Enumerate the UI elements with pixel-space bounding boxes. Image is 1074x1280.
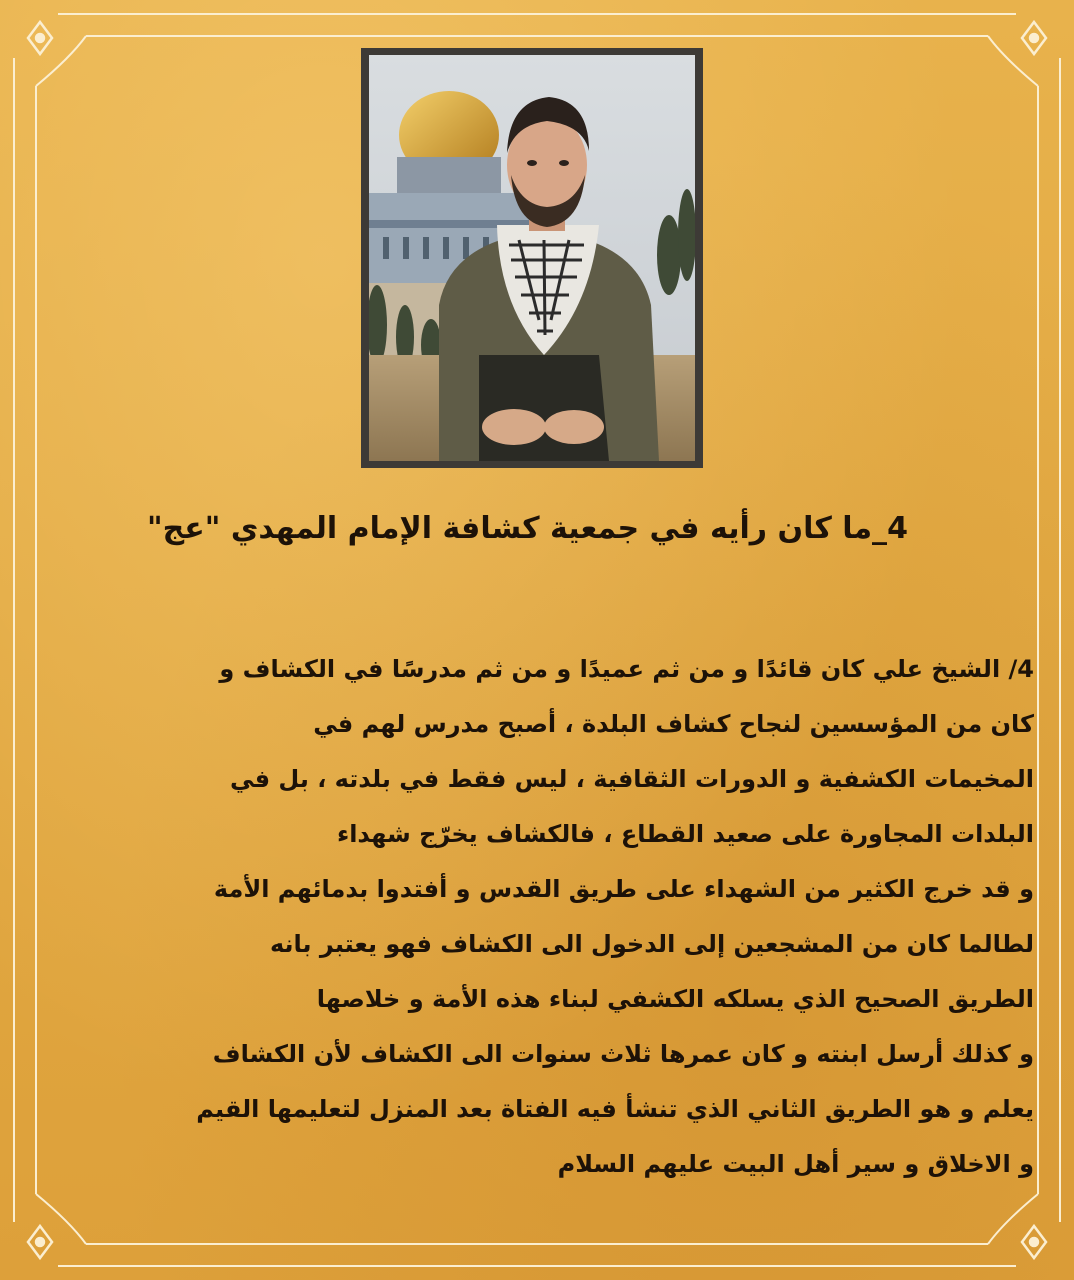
body-line: و الاخلاق و سير أهل البيت عليهم السلام	[557, 1150, 1034, 1178]
body-line: يعلم و هو الطريق الثاني الذي تنشأ فيه الفتاة بعد المنزل لتعليمها القيم	[196, 1095, 1034, 1123]
section-heading: 4_ما كان رأيه في جمعية كشافة الإمام المهدي "عج"	[147, 511, 908, 546]
portrait-photo	[369, 55, 695, 461]
body-line: المخيمات الكشفية و الدورات الثقافية ، ليس فقط في بلدته ، بل في	[230, 765, 1034, 793]
body-line: و كذلك أرسل ابنته و كان عمرها ثلاث سنوات الى الكشاف لأن الكشاف	[212, 1040, 1034, 1068]
body-line: الطريق الصحيح الذي يسلكه الكشفي لبناء هذه الأمة و خلاصها	[316, 985, 1034, 1013]
body-line: لطالما كان من المشجعين إلى الدخول الى الكشاف فهو يعتبر بانه	[269, 930, 1034, 958]
corner-ornament-top-left-icon	[28, 22, 52, 54]
body-line: البلدات المجاورة على صعيد القطاع ، فالكشاف يخرّج شهداء	[336, 820, 1034, 848]
body-paragraph	[40, 642, 1034, 1232]
body-line: كان من المؤسسين لنجاح كشاف البلدة ، أصبح مدرس لهم في	[313, 710, 1034, 738]
portrait-frame	[361, 48, 703, 468]
corner-ornament-top-right-icon	[1022, 22, 1046, 54]
body-line: و قد خرج الكثير من الشهداء على طريق القدس و أفتدوا بدمائهم الأمة	[213, 875, 1034, 903]
body-line: 4/ الشيخ علي كان قائدًا و من ثم عميدًا و من ثم مدرسًا في الكشاف و	[219, 655, 1034, 683]
